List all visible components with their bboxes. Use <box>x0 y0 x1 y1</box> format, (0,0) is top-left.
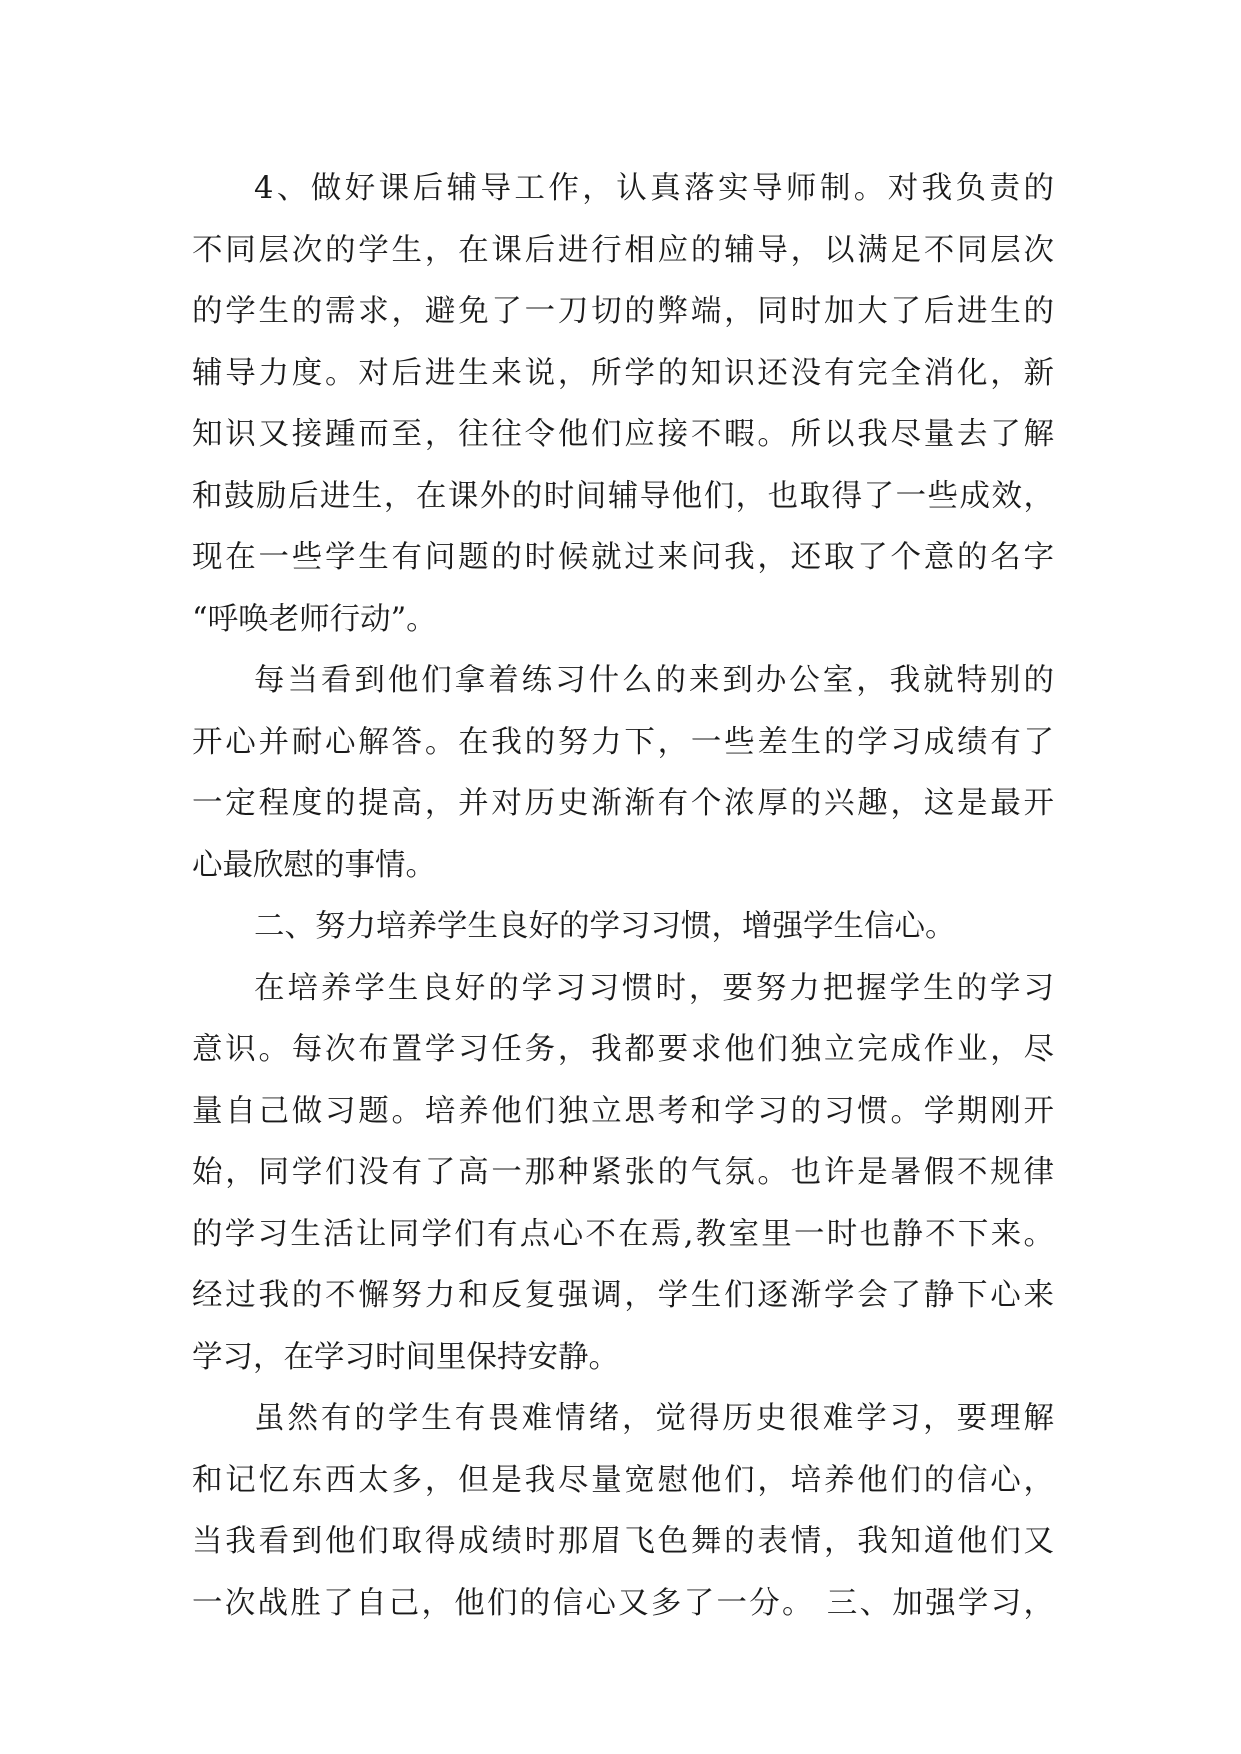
text-line: 不同层次的学生，在课后进行相应的辅导，以满足不同层次 <box>192 232 1054 268</box>
section-heading: 二、努力培养学生良好的学习习惯，增强学生信心。 <box>254 909 956 944</box>
text-line: 和鼓励后进生，在课外的时间辅导他们，也取得了一些成效， <box>192 478 1054 514</box>
text-line: 心最欣慰的事情。 <box>192 847 436 883</box>
text-line: 经过我的不懈努力和反复强调，学生们逐渐学会了静下心来 <box>192 1278 1054 1313</box>
text-line: 的学生的需求，避免了一刀切的弊端，同时加大了后进生的 <box>192 294 1054 329</box>
text-line: 现在一些学生有问题的时候就过来问我，还取了个意的名字 <box>192 540 1054 575</box>
text-line: 始，同学们没有了高一那种紧张的气氛。也许是暑假不规律 <box>192 1155 1054 1190</box>
text-line: 一定程度的提高，并对历史渐渐有个浓厚的兴趣，这是最开 <box>192 786 1054 821</box>
text-line: 意识。每次布置学习任务，我都要求他们独立完成作业，尽 <box>192 1032 1054 1067</box>
text-line: “呼唤老师行动”。 <box>192 601 437 637</box>
text-line: 和记忆东西太多，但是我尽量宽慰他们，培养他们的信心， <box>192 1462 1054 1498</box>
text-line: 虽然有的学生有畏难情绪，觉得历史很难学习，要理解 <box>254 1401 1054 1436</box>
text-line: 一次战胜了自己，他们的信心又多了一分。 三、加强学习， <box>192 1585 1054 1621</box>
text-line: 知识又接踵而至，往往令他们应接不暇。所以我尽量去了解 <box>192 417 1054 452</box>
text-line: 每当看到他们拿着练习什么的来到办公室，我就特别的 <box>254 663 1054 698</box>
text-line: 的学习生活让同学们有点心不在焉,教室里一时也静不下来。 <box>192 1216 1054 1252</box>
text-line: 量自己做习题。培养他们独立思考和学习的习惯。学期刚开 <box>192 1093 1054 1129</box>
text-line: 开心并耐心解答。在我的努力下，一些差生的学习成绩有了 <box>192 724 1054 760</box>
text-line: 4、做好课后辅导工作，认真落实导师制。对我负责的 <box>254 171 1054 206</box>
text-line: 在培养学生良好的学习习惯时，要努力把握学生的学习 <box>254 970 1054 1006</box>
text-line: 辅导力度。对后进生来说，所学的知识还没有完全消化，新 <box>192 355 1054 391</box>
body-text <box>192 158 1054 1634</box>
text-line: 当我看到他们取得成绩时那眉飞色舞的表情，我知道他们又 <box>192 1524 1054 1559</box>
text-line: 学习，在学习时间里保持安静。 <box>192 1339 619 1375</box>
